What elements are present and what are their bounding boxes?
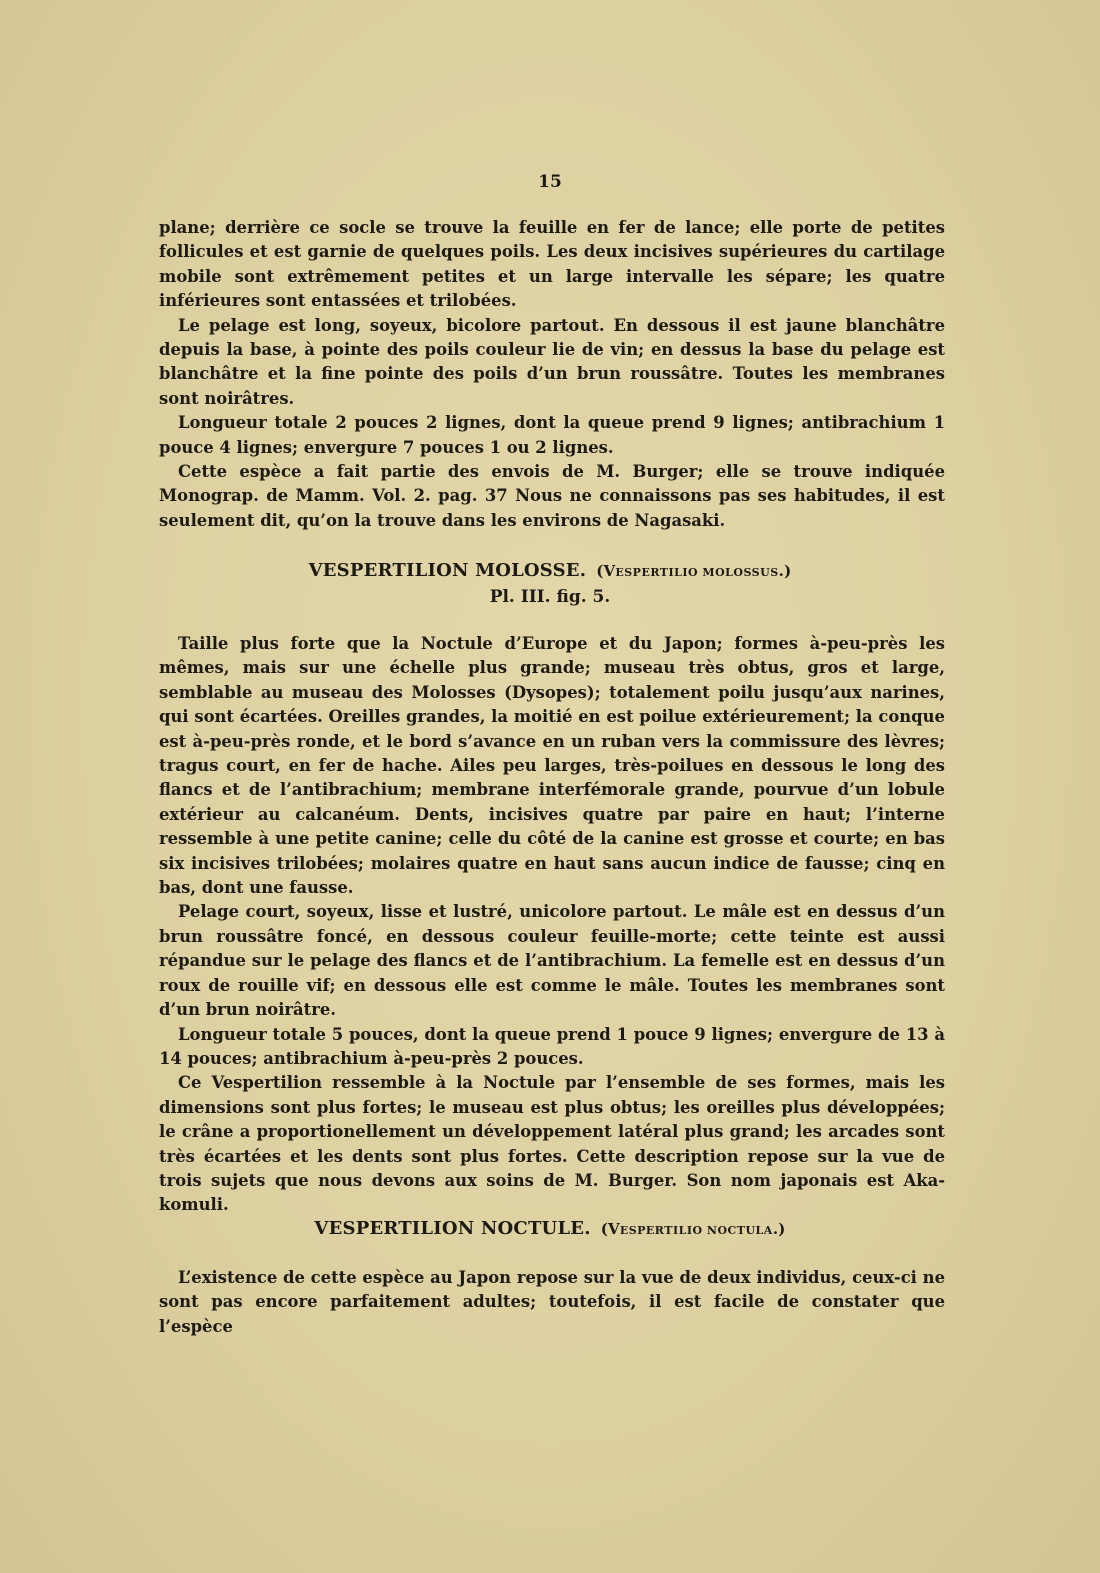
heading-title: VESPERTILION NOCTULE. — [314, 1218, 591, 1239]
paragraph: Longueur totale 5 pouces, dont la queue prend 1 pouce 9 lignes; envergure de 13 à 14 pouces; antibrachium à-peu-près 2 pouces. — [159, 1024, 945, 1068]
page-number: 15 — [538, 172, 562, 192]
plate-reference: Pl. III. fig. 5. — [489, 587, 611, 607]
paragraph: Cette espèce a fait partie des envois de M. Burger; elle se trouve indiquée Monograp. de Mamm. Vol. 2. pag. 37 Nous ne connaissons pas ses habitudes, il est seulement dit, qu’on la trouve dans les environs de Nagasaki. — [159, 462, 945, 530]
section-heading-noctule — [0, 1218, 1100, 1239]
text-block-2 — [159, 632, 945, 1218]
paragraph: Ce Vespertilion ressemble à la Noctule par l’ensemble de ses formes, mais les dimensions sont plus fortes; le museau est plus obtus; les oreilles plus développées; le crâne a proportionellement un développement latéral plus grand; les arcades sont très écartées et les dents sont plus fortes. Cette description repose sur la vue de trois sujets que nous devons aux soins de M. Burger. Son nom japonais est Aka-komuli. — [159, 1073, 945, 1215]
paragraph: Le pelage est long, soyeux, bicolore partout. En dessous il est jaune blanchâtre depuis la base, à pointe des poils couleur lie de vin; en dessus la base du pelage est blanchâtre et la fine pointe des poils d’un brun roussâtre. Toutes les membranes sont noirâtres. — [159, 315, 945, 408]
heading-latin: (VESPERTILIO NOCTULA.) — [600, 1220, 786, 1238]
heading-latin: (VESPERTILIO MOLOSSUS.) — [596, 562, 792, 580]
paragraph: L’existence de cette espèce au Japon repose sur la vue de deux individus, ceux-ci ne sont pas encore parfaitement adultes; toutefois, il est facile de constater que l’espèce — [159, 1268, 945, 1336]
text-block-3 — [159, 1266, 945, 1339]
paragraph: plane; derrière ce socle se trouve la feuille en fer de lance; elle porte de petites follicules et est garnie de quelques poils. Les deux incisives supérieures du cartilage mobile sont extrêmement petites et un large intervalle les sépare; les quatre inférieures sont entassées et trilobées. — [159, 218, 945, 311]
paragraph: Pelage court, soyeux, lisse et lustré, unicolore partout. Le mâle est en dessus d’un brun roussâtre foncé, en dessous couleur feuille-morte; cette teinte est aussi répandue sur le pelage des flancs et de l’antibrachium. La femelle est en dessus d’un roux de rouille vif; en dessous elle est comme le mâle. Toutes les membranes sont d’un brun noirâtre. — [159, 902, 945, 1020]
paragraph: Longueur totale 2 pouces 2 lignes, dont la queue prend 9 lignes; antibrachium 1 pouce 4 lignes; envergure 7 pouces 1 ou 2 lignes. — [159, 413, 945, 457]
paragraph: Taille plus forte que la Noctule d’Europe et du Japon; formes à-peu-près les mêmes, mais sur une échelle plus grande; museau très obtus, gros et large, semblable au museau des Molosses (Dysopes); totalement poilu jusqu’aux narines, qui sont écartées. Oreilles grandes, la moitié en est poilue extérieurement; la conque est à-peu-près ronde, et le bord s’avance en un ruban vers la commissure des lèvres; tragus court, en fer de hache. Ailes peu larges, très-poilues en dessous le long des flancs et de l’antibrachium; membrane interfémorale grande, pourvue d’un lobule extérieur au calcanéum. Dents, incisives quatre par paire en haut; l’interne ressemble à une petite canine; celle du côté de la canine est grosse et courte; en bas six incisives trilobées; molaires quatre en haut sans aucun indice de fausse; cinq en bas, dont une fausse. — [159, 634, 945, 898]
section-heading-molosse — [0, 560, 1100, 581]
text-block-1 — [159, 216, 945, 533]
heading-title: VESPERTILION MOLOSSE. — [308, 560, 587, 581]
